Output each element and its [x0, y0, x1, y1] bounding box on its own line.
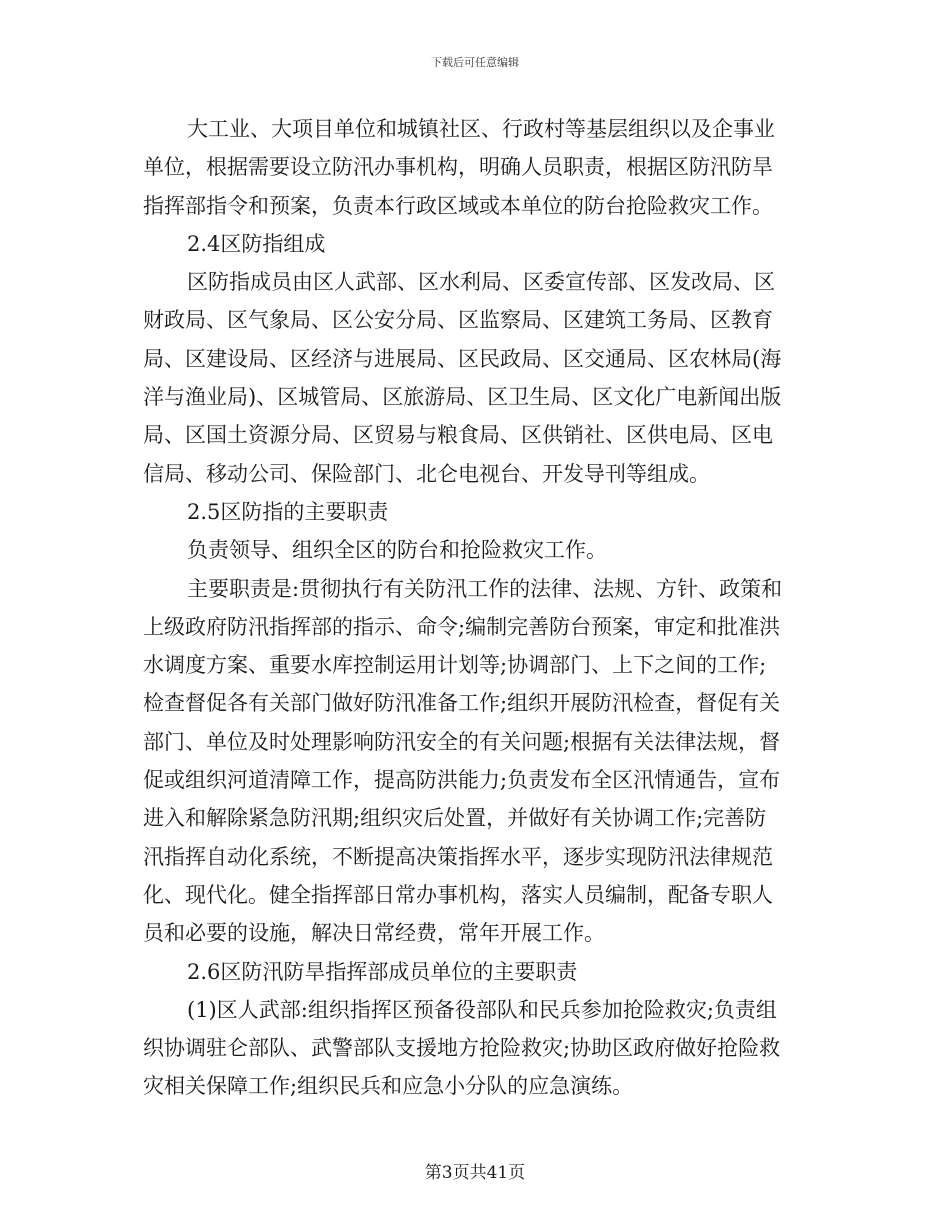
- section-heading: 2.6区防汛防旱指挥部成员单位的主要职责: [187, 959, 578, 984]
- page-header: 下载后可任意编辑: [431, 56, 519, 69]
- paragraph-line: 大工业、大项目单位和城镇社区、行政村等基层组织以及企事业: [187, 117, 775, 141]
- paragraph-line: 局、区国土资源分局、区贸易与粮食局、区供销社、区供电局、区电: [143, 423, 773, 448]
- paragraph-line: 单位，根据需要设立防汛办事机构，明确人员职责，根据区防汛防旱: [143, 155, 773, 180]
- paragraph-line: 进入和解除紧急防汛期;组织灾后处置，并做好有关协调工作;完善防: [143, 806, 767, 831]
- paragraph-line: 指挥部指令和预案，负责本行政区域或本单位的防台抢险救灾工作。: [143, 193, 773, 218]
- paragraph-line: 洋与渔业局)、区城管局、区旅游局、区卫生局、区文化广电新闻出版: [143, 385, 782, 410]
- paragraph-line: 主要职责是:贯彻执行有关防汛工作的法律、法规、方针、政策和: [187, 576, 783, 601]
- paragraph-line: 员和必要的设施，解决日常经费，常年开展工作。: [143, 921, 605, 946]
- paragraph-line: 汛指挥自动化系统，不断提高决策指挥水平，逐步实现防汛法律规范: [143, 844, 773, 869]
- paragraph-line: (1)区人武部:组织指挥区预备役部队和民兵参加抢险救灾;负责组: [187, 997, 777, 1022]
- page-footer: 第3页共41页: [424, 1163, 526, 1183]
- paragraph-line: 财政局、区气象局、区公安分局、区监察局、区建筑工务局、区教育: [143, 308, 773, 333]
- paragraph-line: 部门、单位及时处理影响防汛安全的有关问题;根据有关法律法规，督: [143, 729, 781, 754]
- paragraph-line: 负责领导、组织全区的防台和抢险救灾工作。: [187, 538, 607, 563]
- paragraph-line: 区防指成员由区人武部、区水利局、区委宣传部、区发改局、区: [187, 270, 775, 295]
- document-body: [143, 110, 811, 1106]
- paragraph-line: 化、现代化。健全指挥部日常办事机构，落实人员编制，配备专职人: [143, 882, 773, 907]
- paragraph-line: 织协调驻仑部队、武警部队支援地方抢险救灾;协助区政府做好抢险救: [143, 1036, 781, 1061]
- paragraph-line: 水调度方案、重要水库控制运用计划等;协调部门、上下之间的工作;: [143, 653, 767, 678]
- section-heading: 2.5区防指的主要职责: [187, 499, 389, 524]
- paragraph-line: 上级政府防汛指挥部的指示、命令;编制完善防台预案，审定和批准洪: [143, 614, 781, 639]
- paragraph-line: 局、区建设局、区经济与进展局、区民政局、区交通局、区农林局(海: [143, 346, 782, 371]
- paragraph-line: 信局、移动公司、保险部门、北仑电视台、开发导刊等组成。: [143, 461, 710, 486]
- section-heading: 2.4区防指组成: [187, 231, 326, 256]
- paragraph-line: 灾相关保障工作;组织民兵和应急小分队的应急演练。: [143, 1074, 634, 1099]
- paragraph-line: 检查督促各有关部门做好防汛准备工作;组织开展防汛检查，督促有关: [143, 691, 781, 716]
- paragraph-line: 促或组织河道清障工作，提高防洪能力;负责发布全区汛情通告，宣布: [143, 768, 781, 793]
